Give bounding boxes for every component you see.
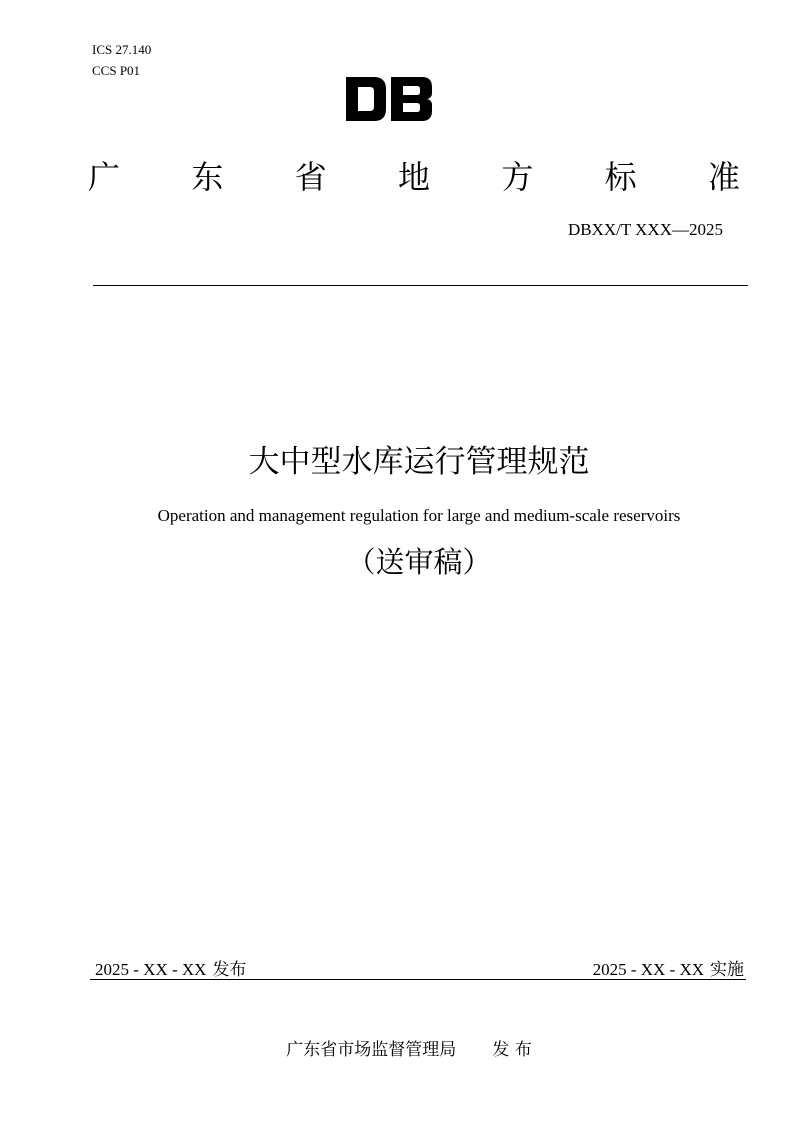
standard-type-heading [88,152,740,198]
draft-status: （送审稿） [346,545,492,579]
standard-type-char: 东 [191,158,224,196]
implement-date [593,955,744,980]
ccs-code: CCS P01 [92,63,141,78]
document-title-english: Operation and management regulation for large and medium-scale reservoirs [157,506,681,525]
publish-date [95,955,246,980]
bottom-divider [90,979,746,980]
implement-date-value: 2025 - XX - XX [592,960,704,979]
db-logo [346,77,433,121]
implement-label: 实施 [710,960,744,980]
document-title-chinese: 大中型水库运行管理规范 [248,444,590,480]
issuer-name: 广东省市场监督管理局 [286,1040,457,1060]
issuer-action: 发 布 [492,1040,532,1060]
standard-type-char: 地 [397,158,430,196]
ics-code: ICS 27.140 [92,42,152,57]
standard-type-char: 广 [88,158,121,196]
top-divider [93,285,748,286]
issuing-authority [0,1035,800,1060]
publish-label: 发布 [212,960,247,980]
standard-type-char: 准 [707,158,740,196]
standard-type-char: 标 [604,158,637,196]
publish-date-value: 2025 - XX - XX [95,960,207,979]
standard-type-char: 省 [294,158,327,196]
standard-number: DBXX/T XXX—2025 [567,220,723,239]
standard-type-char: 方 [501,158,534,196]
